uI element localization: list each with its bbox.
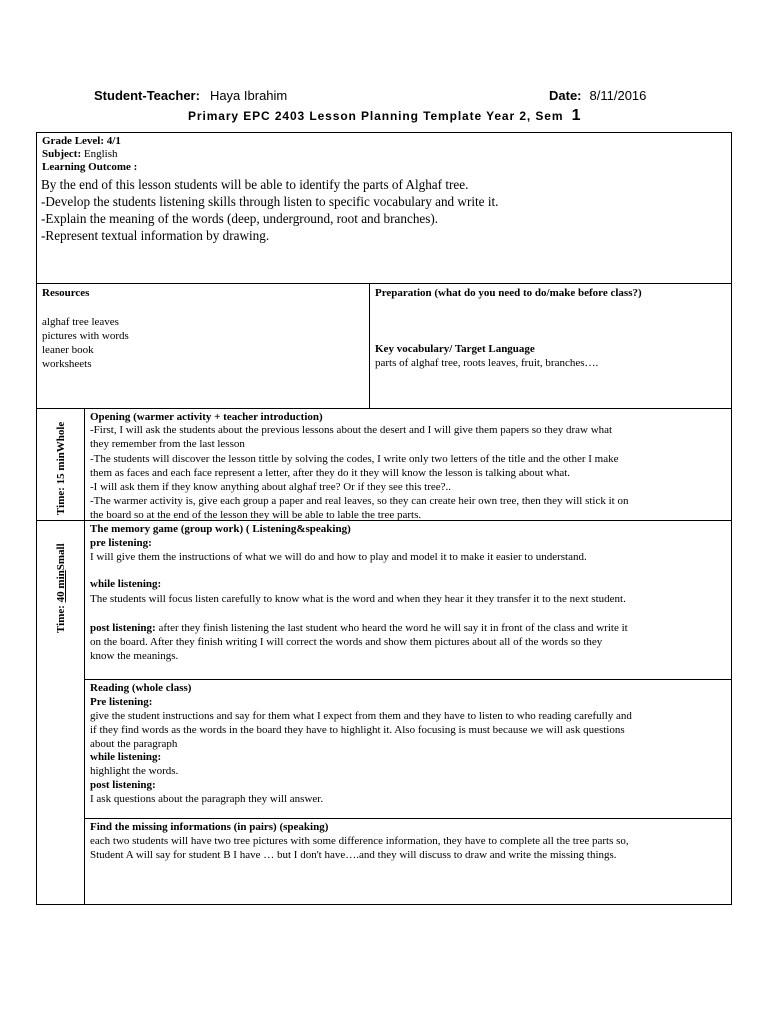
resource-item: pictures with words [42,330,129,342]
memory-pre-label: pre listening: [90,537,152,549]
missing-info-section [84,818,732,905]
reading-pre-line: about the paragraph [90,738,178,750]
opening-line: them as faces and each face represent a letter, after they do it they will know the lesson is talking about what. [90,467,571,479]
reading-while-label: while listening: [90,751,162,763]
outcome-item: By the end of this lesson students will be able to identify the parts of Alghaf tree. [41,177,469,192]
memory-while-text: The students will focus listen carefully to know what is the word and when they hear it they transfer it to the next student. [90,593,626,605]
reading-section [84,679,732,819]
reading-while-text: highlight the words. [90,765,179,777]
main-time-cell [36,520,85,905]
outcome-item: -Develop the students listening skills through listen to specific vocabulary and write it. [41,194,499,209]
resource-item: worksheets [42,358,92,370]
opening-line: -I will ask them if they know anything about alghaf tree? Or if they see this tree?.. [90,481,452,493]
missing-info-line: Student A will say for student B I have … but I don't have….and they will discuss to draw and write the missing things. [90,849,617,861]
opening-line: the board so at the end of the lesson they will be able to lable the tree parts. [90,509,422,521]
opening-line: they remember from the last lesson [90,438,245,450]
resources-label: Resources [42,287,90,299]
memory-post-line: on the board. After they finish writing I will correct the words and show them pictures about all of the words so they [90,636,603,648]
memory-post-line [90,622,628,636]
page-title-number: 1 [571,107,582,124]
key-vocabulary-value: parts of alghaf tree, roots leaves, fruit, branches…. [375,357,599,369]
student-teacher-label: Student-Teacher: [94,88,200,103]
memory-post-line: know the meanings. [90,650,179,662]
main-time-duration: 40 min [55,570,67,603]
missing-info-title: Find the missing informations (in pairs) (speaking) [90,821,329,833]
reading-pre-line: give the student instructions and say for them what I expect from them and they have to listen to who reading carefully and [90,710,632,722]
memory-game-section [84,520,732,680]
missing-info-line: each two students will have two tree pictures with some difference information, they have to complete all the tree parts so, [90,835,629,847]
resources-box [36,283,370,409]
student-teacher-line [94,87,287,105]
memory-post-label: post listening: [90,622,156,634]
reading-pre-label: Pre listening: [90,696,153,708]
opening-section [84,408,732,521]
outcome-item: -Explain the meaning of the words (deep, underground, root and branches). [41,211,439,226]
main-time-suffix: Small [55,543,67,571]
page-title-text: Primary EPC 2403 Lesson Planning Template Year 2, Sem [188,109,564,123]
subject-value: English [81,148,118,160]
opening-time-label: Time: 15 minWhole [55,421,67,515]
main-time-label [55,543,67,633]
resource-item: alghaf tree leaves [42,316,119,328]
opening-line: -First, I will ask the students about the previous lessons about the desert and I will give them papers so they draw what [90,424,613,436]
grade-level: Grade Level: 4/1 [42,135,121,147]
preparation-label: Preparation (what do you need to do/make before class?) [375,287,642,299]
page-title [188,107,581,125]
memory-game-title: The memory game (group work) ( Listening&speaking) [90,523,351,535]
resource-item: leaner book [42,344,94,356]
date-line [549,87,646,105]
reading-post-label: post listening: [90,779,156,791]
memory-post-text: after they finish listening the last student who heard the word he will say it in front of the class and write it [155,622,628,634]
opening-line: -The students will discover the lesson tittle by solving the codes, I write only two letters of the title and the other I make [90,453,619,465]
date-value: 8/11/2016 [589,88,647,103]
memory-while-label: while listening: [90,578,162,590]
student-teacher-name: Haya Ibrahim [209,88,288,103]
preparation-box [369,283,732,409]
key-vocabulary-label: Key vocabulary/ Target Language [375,343,535,355]
reading-post-text: I ask questions about the paragraph they will answer. [90,793,324,805]
subject-label: Subject: [42,148,82,160]
memory-pre-text: I will give them the instructions of what we will do and how to play and model it to make it easier to understand. [90,551,587,563]
learning-outcome-label: Learning Outcome : [42,161,138,173]
opening-title: Opening (warmer activity + teacher introduction) [90,411,323,423]
outcome-item: -Represent textual information by drawing. [41,228,270,243]
info-box [36,132,732,284]
reading-title: Reading (whole class) [90,682,192,694]
subject-line [42,148,117,162]
main-time-prefix: Time: [55,602,67,633]
opening-time-cell [36,408,85,521]
date-label: Date: [549,88,582,103]
reading-pre-line: if they find words as the words in the board they have to highlight it. Also focusing is must because we will ask questions [90,724,625,736]
opening-line: -The warmer activity is, give each group a paper and real leaves, so they can create heir own tree, then they will stick it on [90,495,629,507]
